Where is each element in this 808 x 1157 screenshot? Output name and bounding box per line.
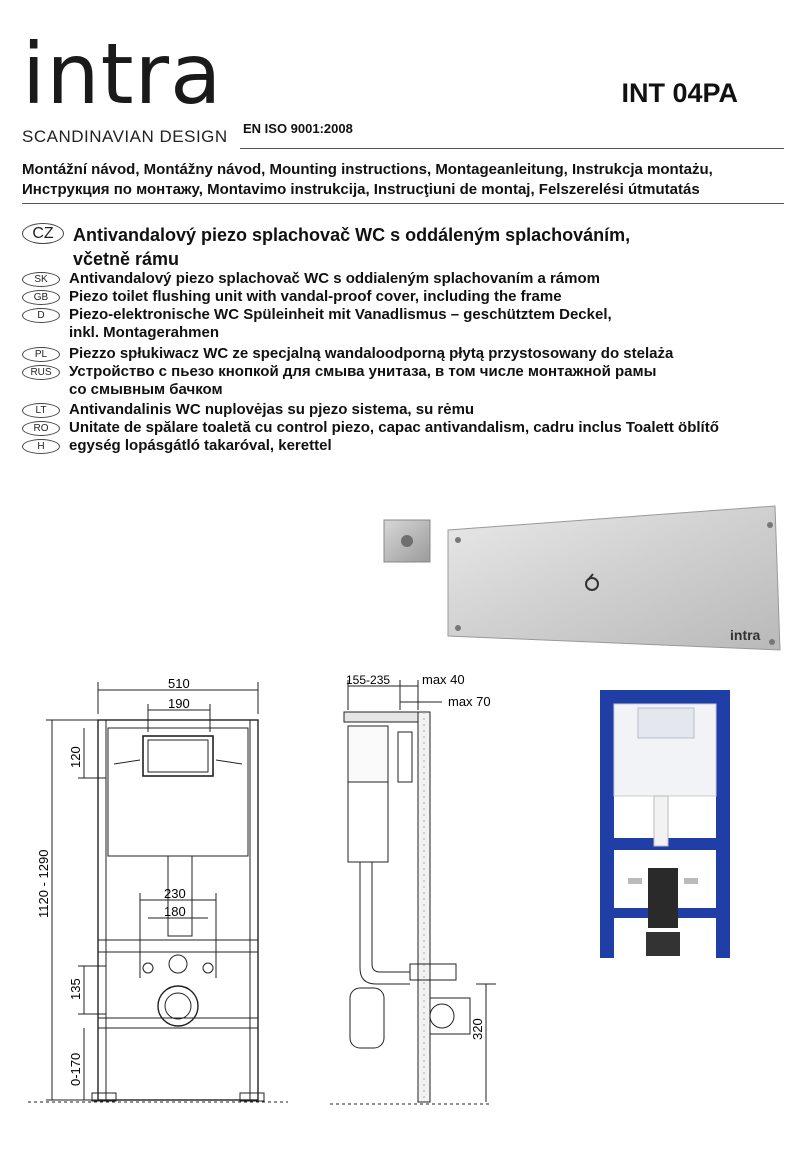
product-photo: [370, 500, 790, 670]
lang-text-rus-line1: Устройство с пьезо кнопкой для смыва унитаза, в том числе монтажной рамы: [69, 363, 657, 380]
dim-max40: max 40: [422, 672, 465, 687]
iso-certification: EN ISO 9001:2008: [243, 121, 353, 136]
dim-pipe-spacing: 230: [164, 886, 186, 901]
lang-row-ro: [22, 419, 719, 437]
lang-badge-gb: GB: [22, 290, 60, 305]
dim-depth: 155-235: [346, 673, 391, 687]
dim-top-offset: 120: [68, 746, 83, 768]
side-drawing: [330, 668, 510, 1118]
mounting-title-line-2: Инструкция по монтажу, Montavimo instrukcija, Instrucţiuni de montaj, Felszerelési útmutatás: [22, 181, 700, 198]
lang-row-h: [22, 437, 332, 455]
dim-floor-offset: 0-170: [68, 1052, 83, 1086]
front-drawing: [28, 668, 298, 1118]
flush-button-photo: [384, 520, 430, 562]
dim-width: 510: [168, 676, 190, 691]
dim-lower-offset: 135: [68, 978, 83, 1000]
frame-photo: [588, 678, 748, 968]
lang-text-cz-line2: včetně rámu: [73, 249, 180, 269]
lang-badge-lt: LT: [22, 403, 60, 418]
lang-text-gb: Piezo toilet flushing unit with vandal-proof cover, including the frame: [69, 288, 562, 305]
dim-height: 1120 - 1290: [36, 849, 51, 918]
lang-row-sk: [22, 270, 600, 288]
lang-text-d-line2: inkl. Montagerahmen: [69, 324, 220, 341]
brand-tagline: SCANDINAVIAN DESIGN: [22, 127, 228, 146]
lang-badge-sk: SK: [22, 272, 60, 287]
lang-text-rus: [69, 363, 656, 399]
lang-text-rus-line2: со смывным бачком: [69, 381, 223, 398]
lang-text-d-line1: Piezo-elektronische WC Spüleinheit mit Vanadlismus – geschütztem Deckel,: [69, 306, 612, 323]
lang-badge-d: D: [22, 308, 60, 323]
lang-badge-ro: RO: [22, 421, 60, 436]
plate-brand: intra: [730, 627, 761, 643]
header-divider: [240, 148, 784, 149]
model-number: INT 04PA: [621, 78, 738, 108]
lang-text-lt: Antivandalinis WC nuplovėjas su pjezo sistema, su rėmu: [69, 401, 475, 418]
title-divider: [22, 203, 784, 204]
lang-row-rus: [22, 363, 656, 399]
lang-text-cz: [73, 223, 630, 271]
dim-inner-width: 190: [168, 696, 190, 711]
mounting-title-line-1: Montážní návod, Montážny návod, Mounting instructions, Montageanleitung, Instrukcja montażu,: [22, 161, 713, 178]
lang-text-sk: Antivandalový piezo splachovač WC s oddialeným splachovaním a rámom: [69, 270, 600, 287]
lang-text-pl: Piezzo spłukiwacz WC ze specjalną wandaloodporną płytą przystosowany do stelaża: [69, 345, 674, 362]
lang-text-cz-line1: Antivandalový piezo splachovač WC s oddáleným splachováním,: [73, 225, 631, 245]
lang-row-gb: [22, 288, 562, 306]
lang-badge-pl: PL: [22, 347, 60, 362]
dim-bolt-spacing: 180: [164, 904, 186, 919]
lang-text-ro: Unitate de spălare toaletă cu control piezo, capac antivandalism, cadru inclus Toalett öblítő: [69, 419, 719, 436]
cover-plate-photo: [448, 506, 780, 650]
lang-badge-h: H: [22, 439, 60, 454]
dim-pipe-height: 320: [470, 1018, 485, 1040]
intra-logo: intra: [22, 25, 223, 123]
lang-badge-cz: CZ: [22, 223, 64, 244]
lang-row-cz: [22, 223, 630, 271]
lang-row-lt: [22, 401, 474, 419]
dim-max70: max 70: [448, 694, 491, 709]
lang-row-pl: [22, 345, 673, 363]
lang-text-h: egység lopásgátló takaróval, kerettel: [69, 437, 332, 454]
lang-text-d: [69, 306, 612, 342]
lang-row-d: [22, 306, 612, 342]
lang-badge-rus: RUS: [22, 365, 60, 380]
